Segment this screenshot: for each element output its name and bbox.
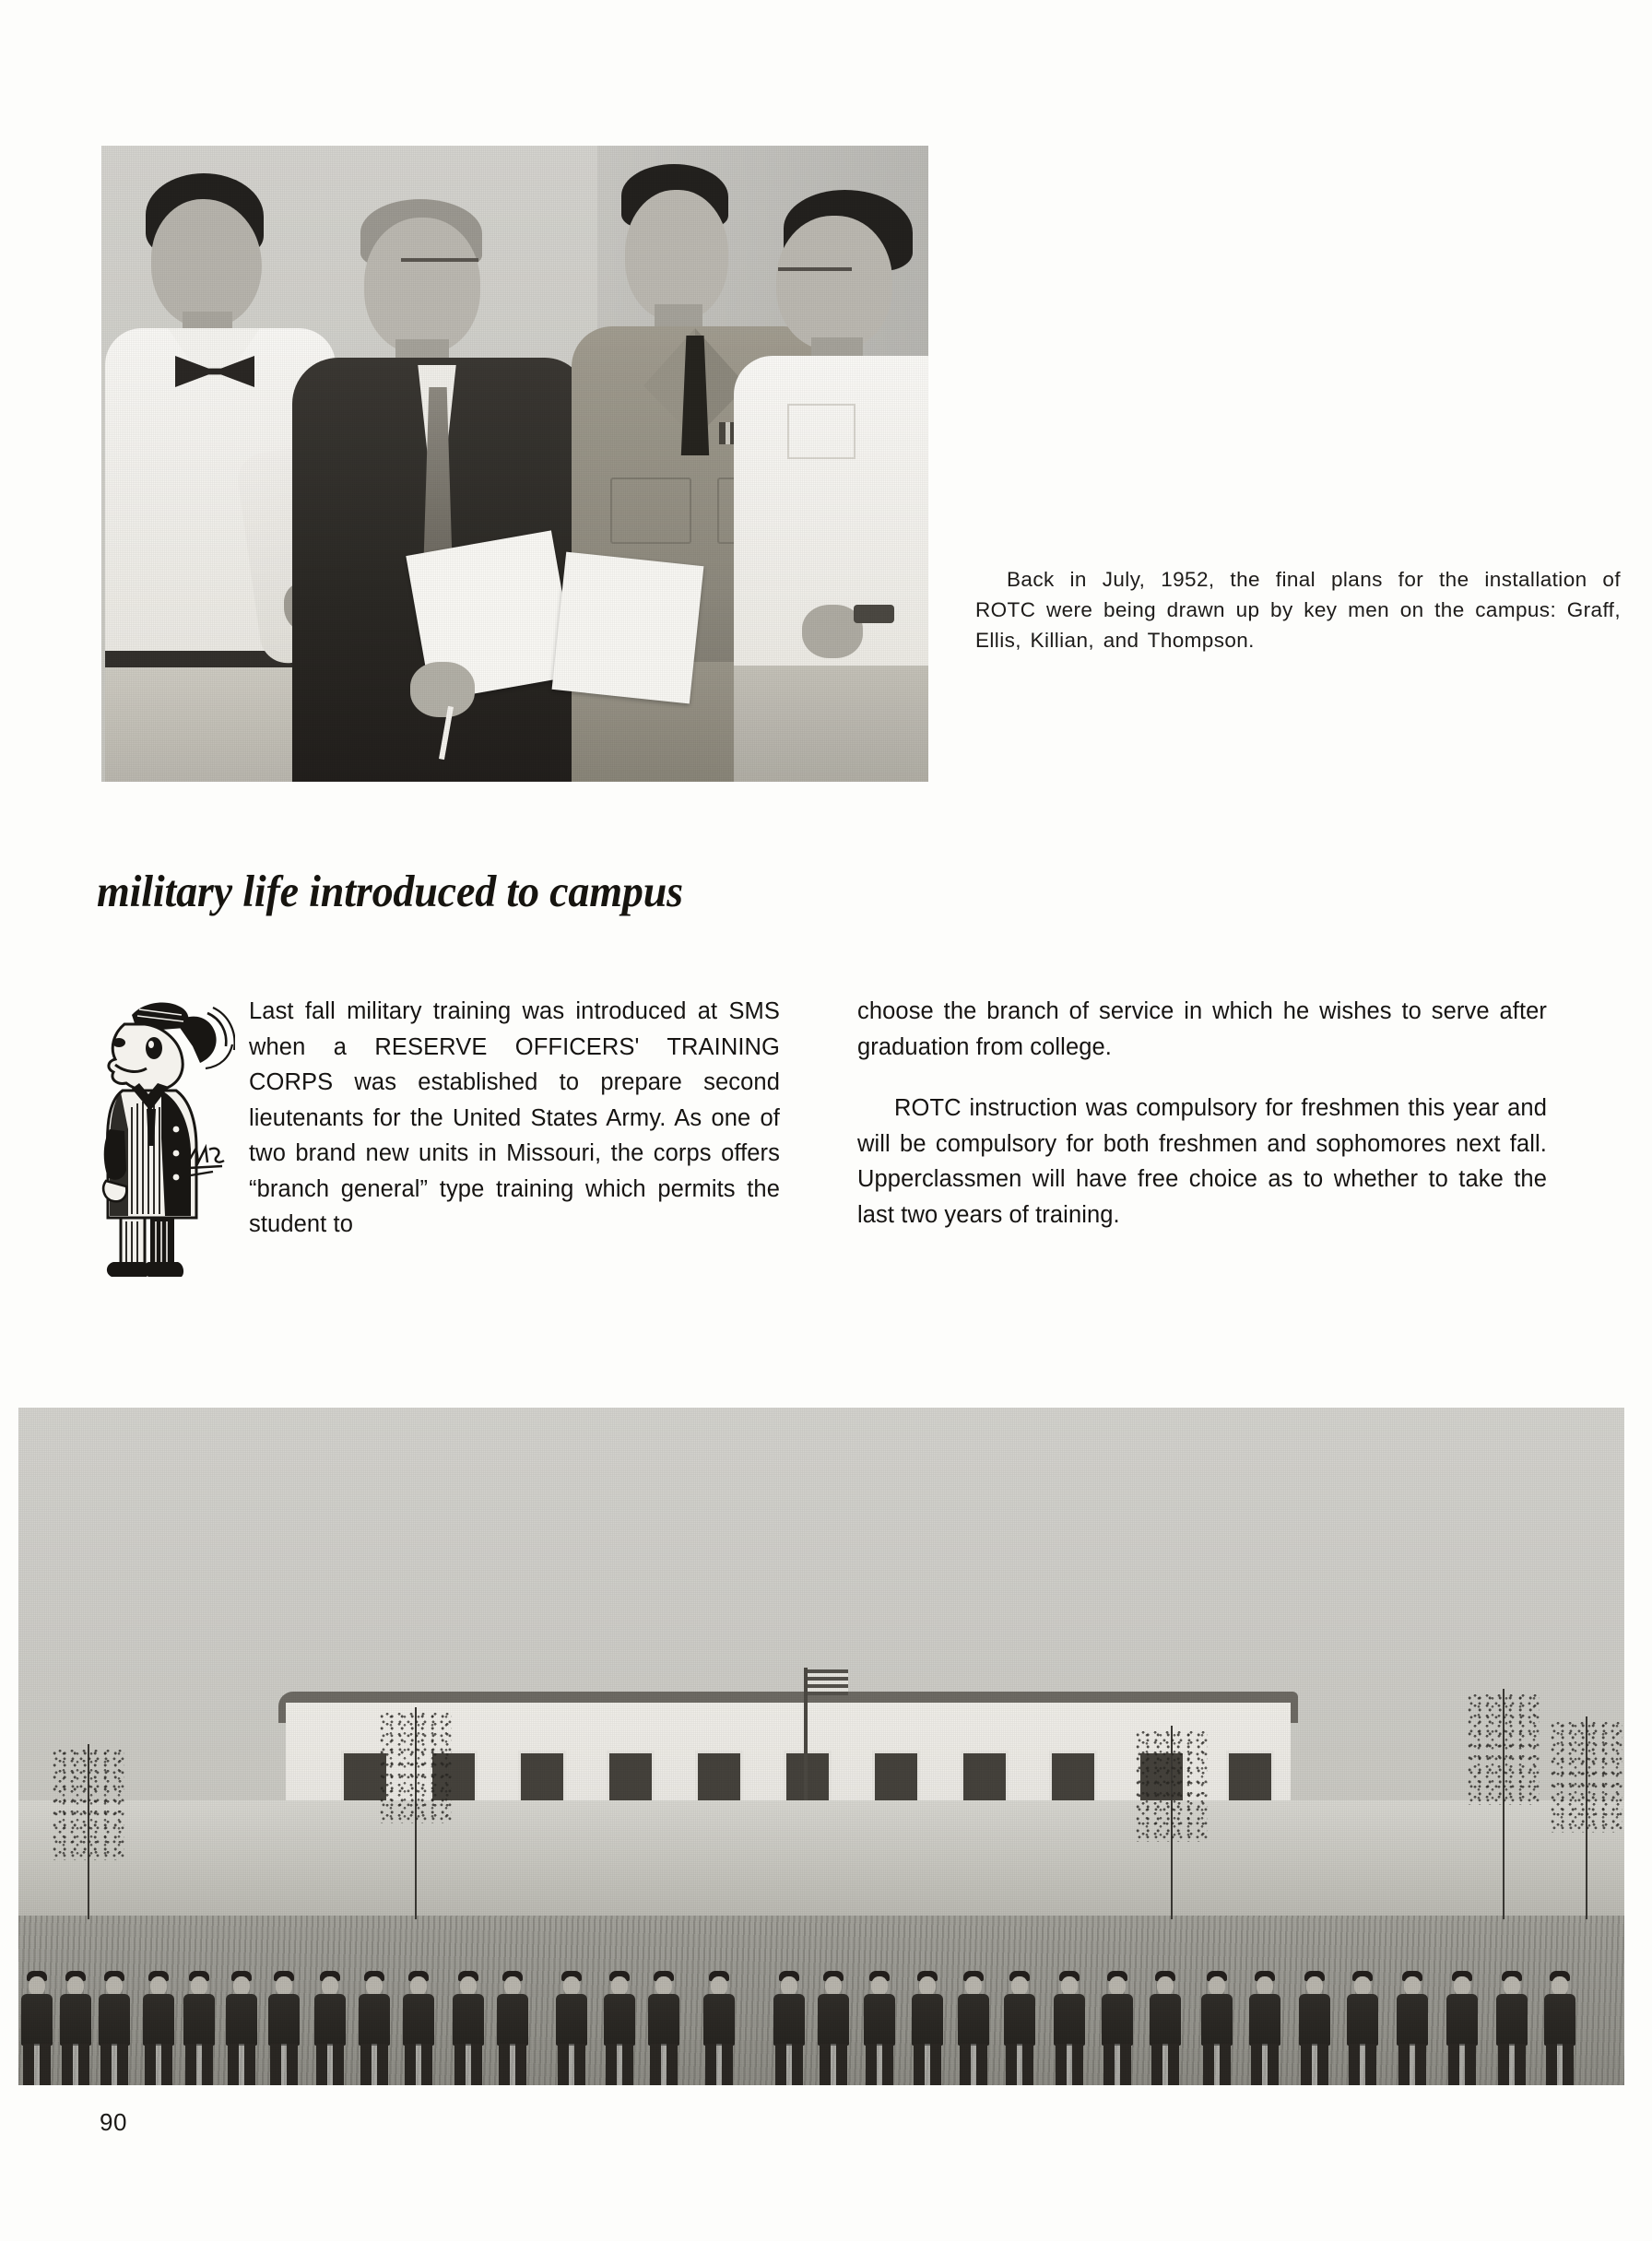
figure-trousers [734, 666, 928, 782]
building-window [695, 1751, 743, 1808]
bare-tree [415, 1707, 417, 1919]
bare-tree [88, 1744, 89, 1919]
building-window [518, 1751, 566, 1808]
building-window [872, 1751, 920, 1808]
body-paragraph: ROTC instruction was compulsory for freshmen this year and will be compulsory for both freshmen and sophomores next fall. Upperclassmen will have free choice as to whether to take the last two years of training. [857, 1095, 1547, 1228]
figure-head [364, 218, 480, 354]
photo-figure-man-white-shirt-left [111, 146, 323, 782]
figure-uniform-pocket [610, 478, 691, 544]
flag-icon [808, 1669, 848, 1695]
bare-tree [1171, 1726, 1173, 1919]
cadet-formation-photo [18, 1408, 1624, 2085]
building-window [1226, 1751, 1274, 1808]
wristwatch-icon [854, 605, 894, 623]
body-column-right [857, 994, 1547, 1258]
top-photo-caption [975, 564, 1621, 655]
bare-tree [1503, 1689, 1504, 1919]
figure-head [151, 199, 262, 328]
building-window [1049, 1751, 1097, 1808]
figure-shirt-pocket [787, 404, 856, 459]
saluting-bear-cartoon-icon [97, 991, 235, 1295]
building-window [961, 1751, 1009, 1808]
bare-tree [1586, 1716, 1587, 1919]
eyeglasses-icon [778, 267, 852, 271]
photo-figure-man-dark-suit [300, 146, 576, 782]
rotc-planning-meeting-photo [101, 146, 928, 782]
body-paragraph: Last fall military training was introduced at SMS when a RESERVE OFFICERS' TRAINING CORPS was established to prepare second lieutenants for the United States Army. As one of two brand new units in Missouri, the corps offers “branch general” type training which permits the student to [249, 998, 780, 1237]
body-paragraph: choose the branch of service in which he wishes to serve after graduation from college. [857, 998, 1547, 1060]
figure-head [625, 190, 728, 321]
page-number: 90 [100, 2108, 127, 2136]
figure-hand [410, 662, 475, 717]
caption-text: Back in July, 1952, the final plans for the installation of ROTC were being drawn up by key men on the campus: Graff, Ellis, Killian, and Thompson. [975, 568, 1621, 652]
eyeglasses-icon [401, 258, 478, 262]
page-title: military life introduced to campus [97, 866, 683, 916]
figure-held-document [552, 552, 704, 704]
figure-head [776, 216, 892, 350]
photo-figure-man-white-shirt-right [747, 146, 928, 782]
building-window [607, 1751, 655, 1808]
building-window [784, 1751, 832, 1808]
body-column-left [249, 994, 780, 1268]
